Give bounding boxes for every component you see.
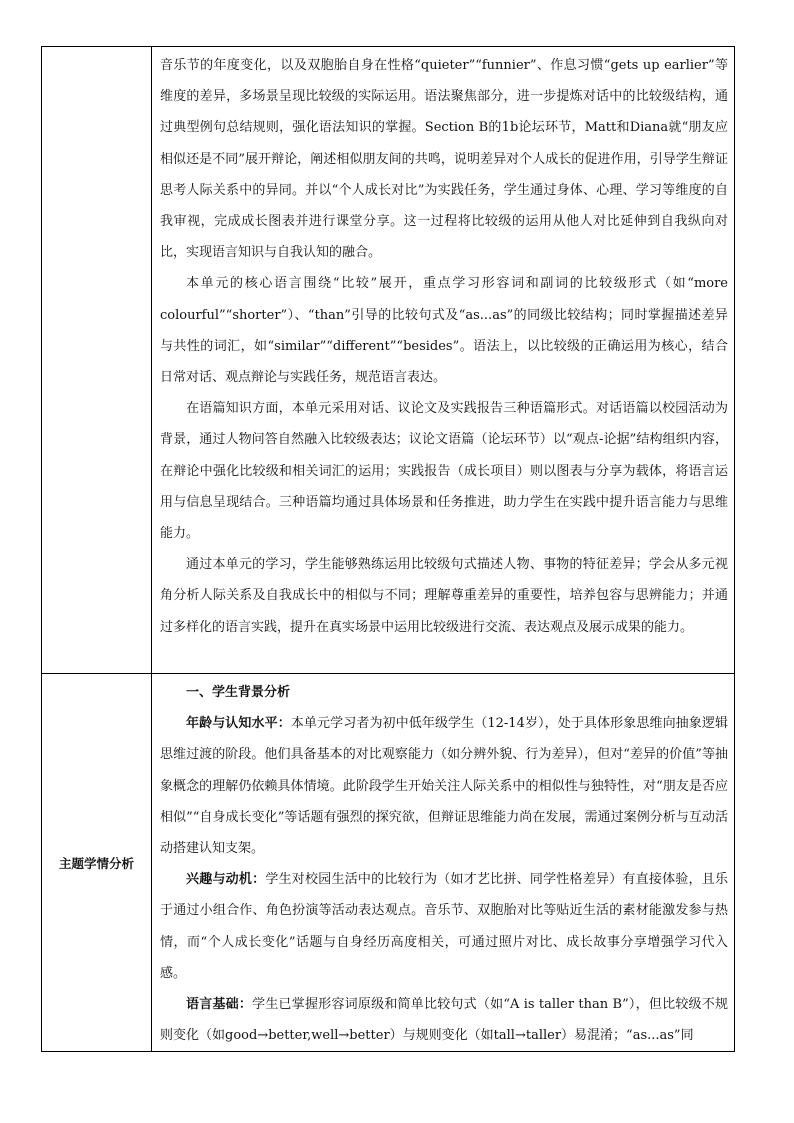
paragraph: 本单元的核心语言围绕“比较”展开，重点学习形容词和副词的比较级形式（如“more colourful”“shorter”）、“than”引导的比较句式及“as...as”的同级比较结构；同时掌握描述差异与共性的词汇，如“similar”“different”“besides”。语法上，以比较级的正确运用为核心，结合日常对话、观点辩论与实践任务，规范语言表达。	[160, 276, 728, 386]
item-text: 本单元学习者为初中低年级学生（12-14岁），处于具体形象思维向抽象逻辑思维过渡的阶段。他们具备基本的对比观察能力（如分辨外貌、行为差异），但对“差异的价值”等抽象概念的理解仍依赖具体情境。此阶段学生开始关注人际关系中的相似性与独特性，对“朋友是否应相似”“自身成长变化”等话题有强烈的探究欲，但辩证思维能力尚在发展，需通过案例分析与互动活动搭建认知支架。	[160, 716, 728, 857]
table-row	[42, 674, 735, 1052]
item-title: 兴趣与动机：	[186, 872, 266, 888]
item-text: 学生已掌握形容词原级和简单比较句式（如“A is taller than B”），但比较级不规则变化（如good→better,well→better）与规则变化（如tall→taller）易混淆；“as...as”同	[160, 997, 728, 1044]
table-row	[42, 47, 735, 674]
row-label-cell	[42, 674, 152, 1052]
content-cell	[152, 47, 735, 674]
paragraph	[160, 708, 728, 864]
document-table	[41, 46, 735, 1052]
paragraph: 音乐节的年度变化，以及双胞胎自身在性格“quieter”“funnier”、作息习惯“gets up earlier”等维度的差异，多场景呈现比较级的实际运用。语法聚焦部分，进一步提炼对话中的比较级结构，通过典型例句总结规则，强化语法知识的掌握。Section B的1b论坛环节，Matt和Diana就“朋友应相似还是不同”展开辩论，阐述相似朋友间的共鸣，说明差异对个人成长的促进作用，引导学生辩证思考人际关系中的异同。并以“个人成长对比”为实践任务，学生通过身体、心理、学习等维度的自我审视，完成成长图表并进行课堂分享。这一过程将比较级的运用从他人对比延伸到自我纵向对比，实现语言知识与自我认知的融合。	[160, 58, 728, 261]
paragraph	[160, 864, 728, 989]
section-heading: 一、学生背景分析	[186, 685, 291, 700]
paragraph	[160, 989, 728, 1051]
paragraph: 通过本单元的学习，学生能够熟练运用比较级句式描述人物、事物的特征差异；学会从多元视角分析人际关系及自我成长中的相似与不同；理解尊重差异的重要性，培养包容与思辨能力；并通过多样化的语言实践，提升在真实场景中运用比较级进行交流、表达观点及展示成果的能力。	[160, 557, 728, 635]
row-label-cell	[42, 47, 152, 674]
item-title: 年龄与认知水平：	[186, 716, 291, 732]
item-text: 学生对校园生活中的比较行为（如才艺比拼、同学性格差异）有直接体验，且乐于通过小组合作、角色扮演等活动表达观点。音乐节、双胞胎对比等贴近生活的素材能激发参与热情，而“个人成长变化”话题与自身经历高度相关，可通过照片对比、成长故事分享增强学习代入感。	[160, 872, 728, 981]
content-cell	[152, 674, 735, 1052]
paragraph: 在语篇知识方面，本单元采用对话、议论文及实践报告三种语篇形式。对话语篇以校园活动为背景，通过人物问答自然融入比较级表达；议论文语篇（论坛环节）以“观点-论据”结构组织内容，在辩论中强化比较级和相关词汇的运用；实践报告（成长项目）则以图表与分享为载体，将语言运用与信息呈现结合。三种语篇均通过具体场景和任务推进，助力学生在实践中提升语言能力与思维能力。	[160, 401, 728, 542]
item-title: 语言基础：	[186, 997, 253, 1013]
row-label: 主题学情分析	[58, 856, 134, 872]
